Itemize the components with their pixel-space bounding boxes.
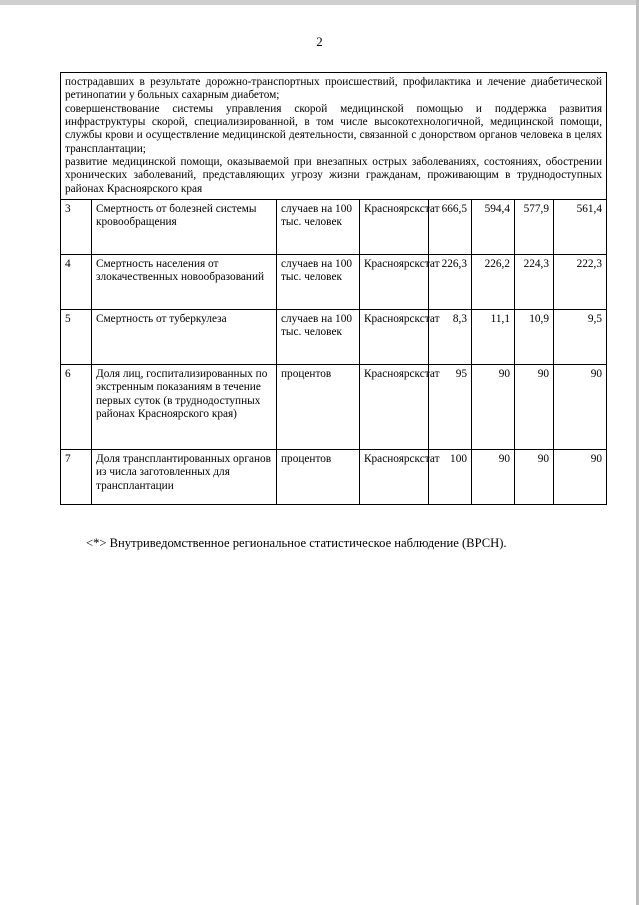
value-2: 90	[472, 449, 515, 504]
value-2: 90	[472, 364, 515, 449]
value-1: 100	[429, 449, 472, 504]
value-1: 226,3	[429, 254, 472, 309]
unit: случаев на 100 тыс. человек	[277, 199, 360, 254]
value-3: 90	[515, 364, 554, 449]
table-row	[61, 309, 607, 364]
unit: процентов	[277, 449, 360, 504]
table-row	[61, 449, 607, 504]
indicator-name: Смертность от болезней системы кровообращения	[92, 199, 277, 254]
value-4: 90	[554, 449, 607, 504]
value-2: 594,4	[472, 199, 515, 254]
value-1: 666,5	[429, 199, 472, 254]
value-3: 90	[515, 449, 554, 504]
data-source: Красноярскстат	[360, 254, 429, 309]
data-source: Красноярскстат	[360, 449, 429, 504]
value-2: 226,2	[472, 254, 515, 309]
row-number: 6	[61, 364, 92, 449]
intro-row	[61, 73, 607, 200]
data-source: Красноярскстат	[360, 199, 429, 254]
unit: процентов	[277, 364, 360, 449]
indicator-name: Смертность населения от злокачественных новообразований	[92, 254, 277, 309]
indicator-name: Доля лиц, госпитализированных по экстренным показаниям в течение первых суток (в труднодоступных районах Красноярского края)	[92, 364, 277, 449]
indicators-table	[60, 72, 607, 505]
row-number: 5	[61, 309, 92, 364]
table-row	[61, 199, 607, 254]
value-3: 224,3	[515, 254, 554, 309]
unit: случаев на 100 тыс. человек	[277, 254, 360, 309]
unit: случаев на 100 тыс. человек	[277, 309, 360, 364]
value-4: 9,5	[554, 309, 607, 364]
data-source: Красноярскстат	[360, 364, 429, 449]
scan-edge-top	[0, 0, 639, 5]
value-2: 11,1	[472, 309, 515, 364]
intro-paragraph: совершенствование системы управления скорой медицинской помощью и поддержка развития инфраструктуры скорой, специализированной, в том числе высокотехнологичной, медицинской помощи, службы крови и осуществление медицинской деятельности, связанной с донорством органов человека в целях трансплантации;	[65, 102, 603, 155]
page-number: 2	[316, 34, 323, 49]
intro-cell	[61, 73, 607, 200]
data-source: Красноярскстат	[360, 309, 429, 364]
table-row	[61, 364, 607, 449]
indicator-name: Смертность от туберкулеза	[92, 309, 277, 364]
value-3: 577,9	[515, 199, 554, 254]
value-3: 10,9	[515, 309, 554, 364]
intro-paragraph: пострадавших в результате дорожно-транспортных происшествий, профилактика и лечение диабетической ретинопатии у больных сахарным диабетом;	[65, 76, 603, 102]
indicator-name: Доля трансплантированных органов из числа заготовленных для трансплантации	[92, 449, 277, 504]
table-row	[61, 254, 607, 309]
footnote: <*> Внутриведомственное региональное статистическое наблюдение (ВРСН).	[86, 536, 507, 550]
value-4: 561,4	[554, 199, 607, 254]
value-4: 90	[554, 364, 607, 449]
row-number: 3	[61, 199, 92, 254]
row-number: 7	[61, 449, 92, 504]
value-1: 8,3	[429, 309, 472, 364]
row-number: 4	[61, 254, 92, 309]
intro-paragraph: развитие медицинской помощи, оказываемой при внезапных острых заболеваниях, состояниях, обострении хронических заболеваний, представляющих угрозу жизни гражданам, проживающим в труднодоступных районах Красноярского края	[65, 155, 603, 195]
value-1: 95	[429, 364, 472, 449]
value-4: 222,3	[554, 254, 607, 309]
